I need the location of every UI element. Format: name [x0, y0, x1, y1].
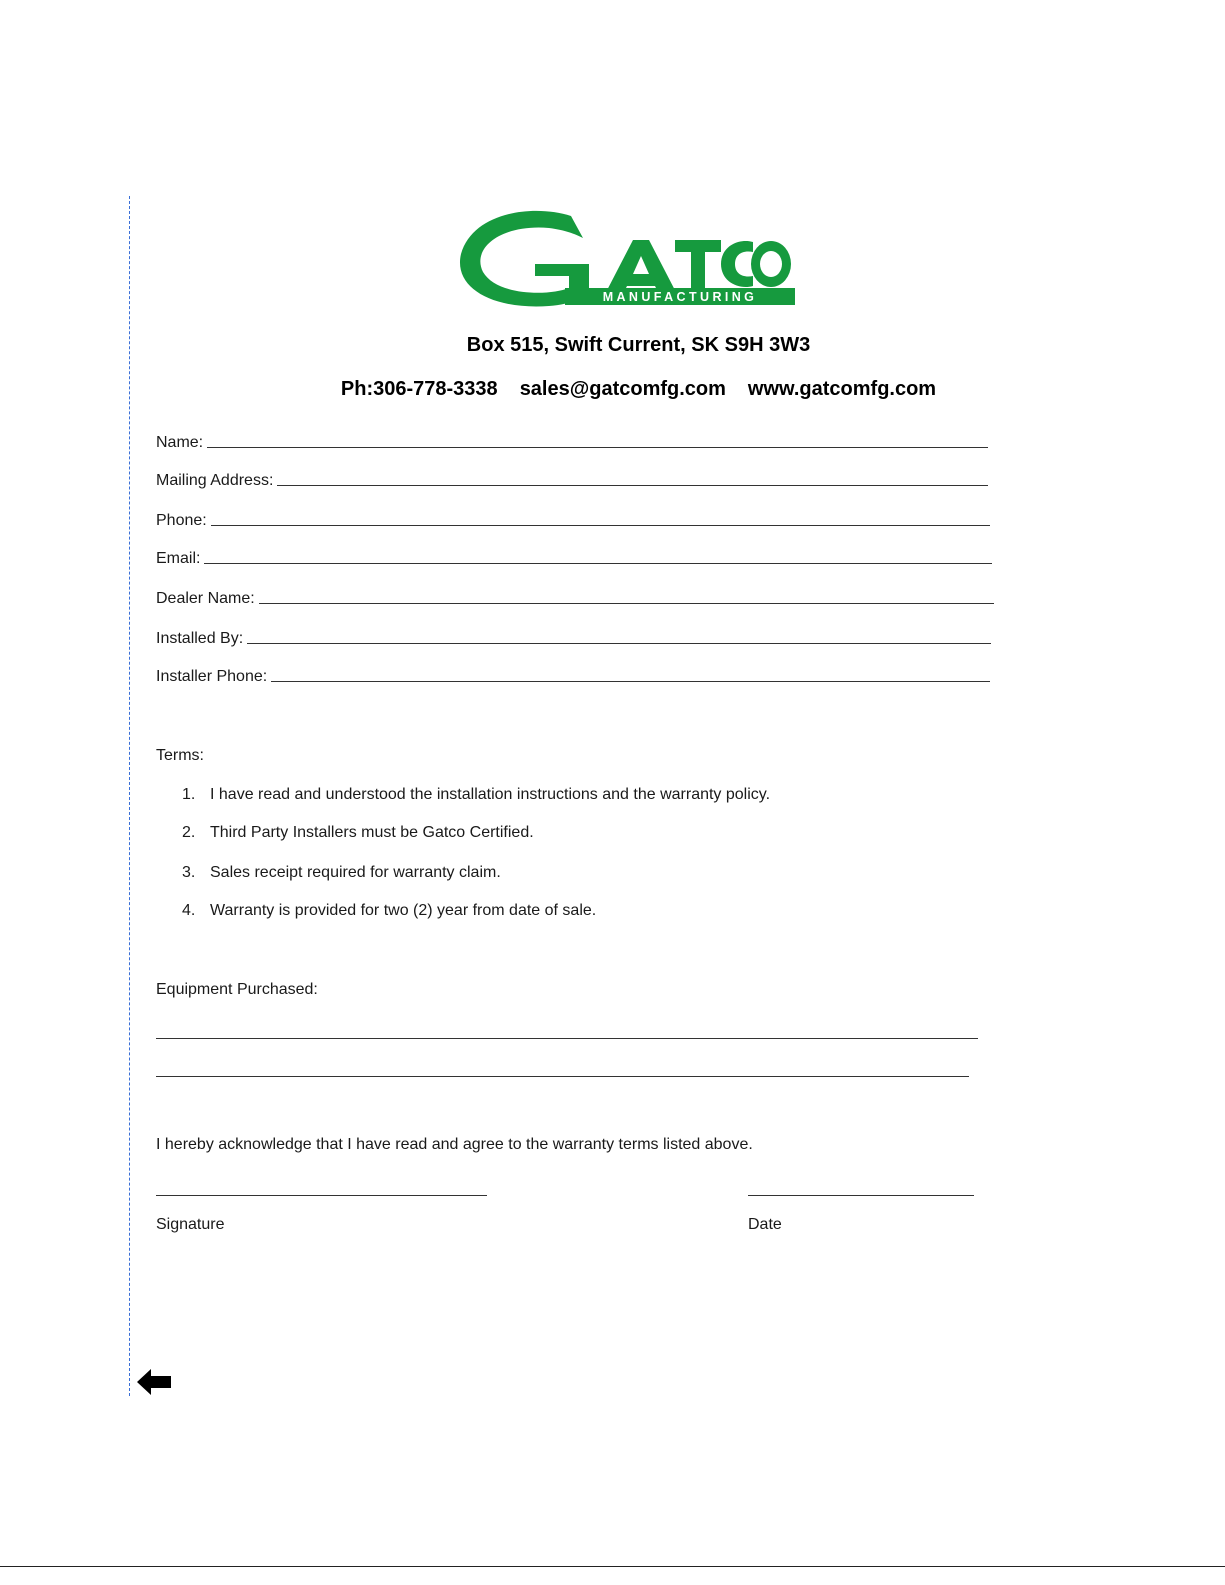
date-label: Date [748, 1216, 782, 1233]
date-line[interactable] [748, 1195, 974, 1196]
name-input-line[interactable] [207, 447, 988, 448]
cut-line-divider [129, 196, 130, 1396]
company-website: www.gatcomfg.com [747, 378, 937, 400]
name-label: Name: [156, 434, 204, 451]
mailing-address-input-line[interactable] [277, 485, 988, 486]
term-number: 4. [182, 902, 196, 919]
installer-phone-field[interactable] [156, 668, 990, 686]
left-arrow-icon[interactable] [135, 1366, 173, 1398]
installed-by-label: Installed By: [156, 630, 244, 647]
installed-by-input-line[interactable] [247, 643, 991, 644]
installer-phone-input-line[interactable] [271, 681, 990, 682]
email-input-line[interactable] [204, 563, 992, 564]
mailing-address-field[interactable] [156, 472, 988, 490]
page-bottom-rule [0, 1566, 1225, 1567]
mailing-address-label: Mailing Address: [156, 472, 274, 489]
installed-by-field[interactable] [156, 630, 991, 648]
acknowledgement-text: I hereby acknowledge that I have read and agree to the warranty terms listed above. [156, 1136, 753, 1153]
term-text: Sales receipt required for warranty claim. [210, 864, 501, 881]
signature-label: Signature [156, 1216, 225, 1233]
term-item [182, 786, 770, 804]
dealer-name-field[interactable] [156, 590, 994, 608]
term-number: 1. [182, 786, 196, 803]
phone-input-line[interactable] [211, 525, 990, 526]
term-text: I have read and understood the installation instructions and the warranty policy. [210, 786, 771, 803]
email-label: Email: [156, 550, 201, 567]
equipment-heading: Equipment Purchased: [156, 981, 318, 998]
term-text: Third Party Installers must be Gatco Certified. [210, 824, 534, 841]
term-number: 2. [182, 824, 196, 841]
term-text: Warranty is provided for two (2) year from date of sale. [210, 902, 597, 919]
term-item [182, 824, 534, 842]
equipment-line-1[interactable] [156, 1038, 978, 1039]
signature-line[interactable] [156, 1195, 487, 1196]
phone-field[interactable] [156, 512, 990, 530]
name-field[interactable] [156, 434, 988, 452]
term-item [182, 864, 501, 882]
dealer-name-label: Dealer Name: [156, 590, 255, 607]
gatco-logo [453, 206, 797, 314]
company-email: sales@gatcomfg.com [519, 378, 726, 400]
phone-label: Phone: [156, 512, 207, 529]
installer-phone-label: Installer Phone: [156, 668, 268, 685]
contact-line [0, 378, 1225, 401]
logo-subtext: MANUFACTURING [602, 290, 758, 304]
dealer-name-input-line[interactable] [259, 603, 994, 604]
equipment-line-2[interactable] [156, 1076, 969, 1077]
company-address: Box 515, Swift Current, SK S9H 3W3 [466, 334, 811, 356]
term-item [182, 902, 596, 920]
company-phone: Ph:306-778-3338 [340, 378, 498, 400]
terms-heading: Terms: [156, 747, 204, 764]
email-field[interactable] [156, 550, 992, 568]
term-number: 3. [182, 864, 196, 881]
